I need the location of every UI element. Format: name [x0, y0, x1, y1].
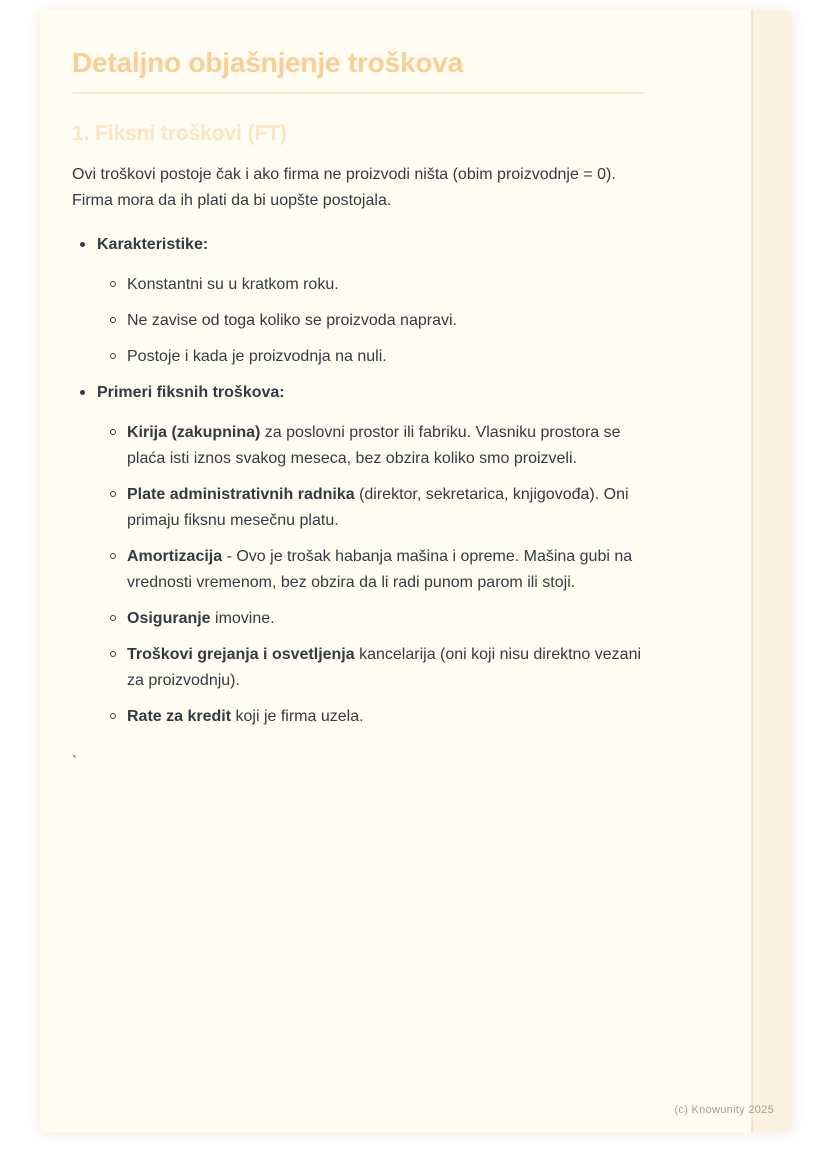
list-item-label: Karakteristike: — [97, 236, 209, 253]
page-title: Detaljno objašnjenje troškova — [72, 47, 463, 78]
list-item-examples — [72, 380, 644, 730]
title-divider — [72, 92, 644, 94]
bullet-circle-icon — [110, 491, 116, 497]
intro-line-2: Firma mora da ih plati da bi uopšte postojala. — [72, 192, 392, 209]
list-item — [103, 308, 644, 334]
list-item — [103, 544, 644, 596]
bullet-circle-icon — [110, 615, 116, 621]
list-item-text: imovine. — [210, 610, 275, 627]
bullet-dot-icon — [80, 390, 85, 395]
list-item-text: (direktor, sekretarica, knjigovođa). Oni primaju fiksnu mesečnu platu. — [127, 486, 629, 529]
list-item — [103, 272, 644, 298]
section-heading: 1. Fiksni troškovi (FT) — [72, 122, 287, 145]
examples-sublist — [97, 420, 644, 730]
footer-credit: (c) Knowunity 2025 — [674, 1104, 774, 1116]
list-item — [103, 420, 644, 472]
bullet-circle-icon — [110, 281, 116, 287]
list-item-text: kancelarija (oni koji nisu direktno vezani za proizvodnju). — [127, 646, 642, 689]
list-item — [103, 482, 644, 534]
list-item-text: koji je firma uzela. — [231, 708, 364, 725]
list-item-term: Amortizacija — [127, 548, 223, 565]
bullet-circle-icon — [110, 353, 116, 359]
document-page — [40, 10, 792, 1132]
bullet-circle-icon — [110, 317, 116, 323]
list-item-text: Postoje i kada je proizvodnja na nuli. — [127, 348, 387, 365]
list-item-characteristics — [72, 232, 644, 370]
stray-backtick: ` — [72, 753, 77, 770]
intro-paragraph — [72, 162, 644, 214]
list-item — [103, 704, 644, 730]
bullet-dot-icon — [80, 242, 85, 247]
list-item-term: Troškovi grejanja i osvetljenja — [127, 646, 355, 663]
bullet-circle-icon — [110, 429, 116, 435]
list-item-text: - Ovo je trošak habanja mašina i opreme. Mašina gubi na vrednosti vremenom, bez obzira da li radi punom parom ili stoji. — [127, 548, 633, 591]
intro-line-1: Ovi troškovi postoje čak i ako firma ne proizvodi ništa (obim proizvodnje = 0). — [72, 166, 616, 183]
list-item-text: Konstantni su u kratkom roku. — [127, 276, 339, 293]
list-item — [103, 642, 644, 694]
page-content — [72, 10, 644, 772]
list-item — [103, 344, 644, 370]
bullet-circle-icon — [110, 651, 116, 657]
bullet-circle-icon — [110, 553, 116, 559]
characteristics-sublist — [97, 272, 644, 370]
list-item-term: Kirija (zakupnina) — [127, 424, 261, 441]
list-item-label: Primeri fiksnih troškova: — [97, 384, 285, 401]
list-item-term: Plate administrativnih radnika — [127, 486, 355, 503]
fixed-costs-list — [72, 232, 644, 730]
page-edge-stripe — [751, 10, 792, 1132]
list-item — [103, 606, 644, 632]
list-item-text: za poslovni prostor ili fabriku. Vlasniku prostora se plaća isti iznos svakog meseca, bez obzira koliko smo proizveli. — [127, 424, 621, 467]
list-item-term: Rate za kredit — [127, 708, 232, 725]
bullet-circle-icon — [110, 713, 116, 719]
list-item-term: Osiguranje — [127, 610, 211, 627]
list-item-text: Ne zavise od toga koliko se proizvoda napravi. — [127, 312, 457, 329]
